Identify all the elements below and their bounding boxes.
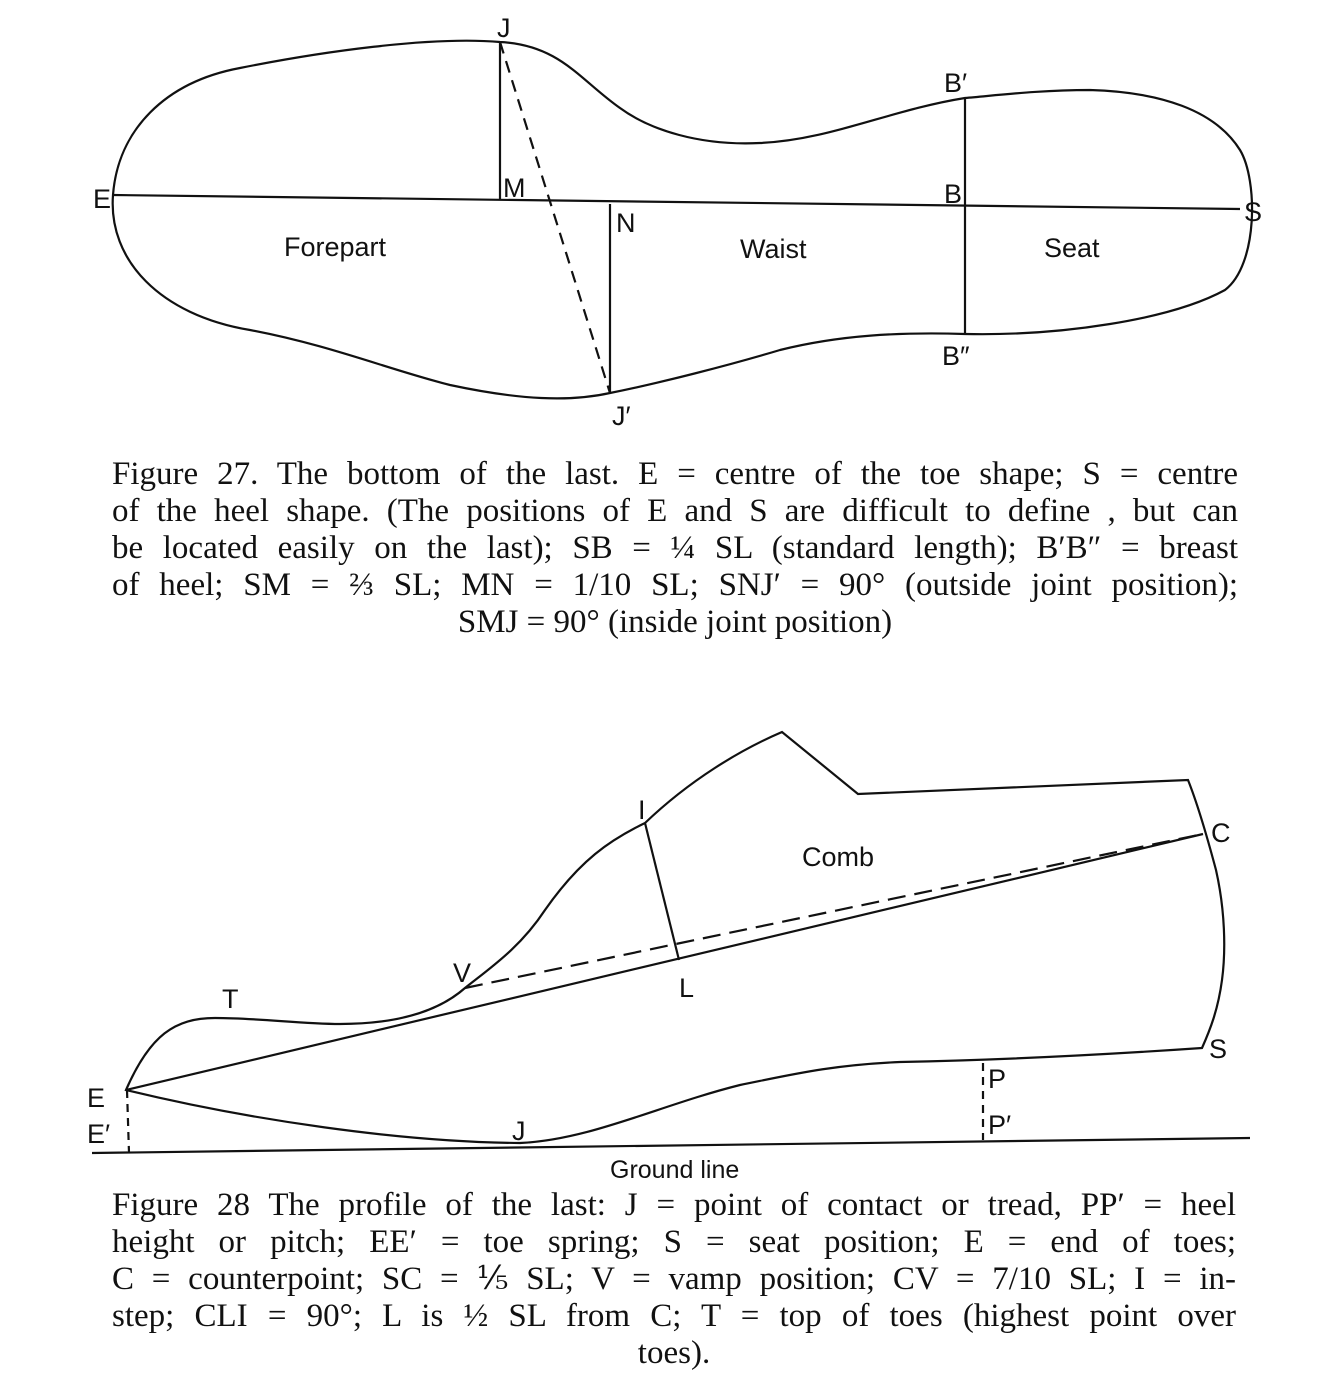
dashed-line-J-J-prime [500, 42, 610, 393]
label-V: V [453, 958, 472, 988]
caption-line: be located easily on the last); SB = ¼ SL (standard length); B′B″ = breast [112, 530, 1238, 566]
caption-line: height or pitch; EE′ = toe spring; S = seat position; E = end of toes; [112, 1224, 1236, 1260]
label-B: B [944, 179, 963, 209]
label-comb: Comb [802, 842, 875, 872]
caption-line: Figure 27. The bottom of the last. E = centre of the toe shape; S = centre [112, 456, 1238, 492]
line-I-L [645, 823, 679, 960]
caption-line: C = counterpoint; SC = ⅕ SL; V = vamp position; CV = 7/10 SL; I = in- [112, 1261, 1236, 1297]
label-I: I [638, 795, 646, 825]
centre-line-E-S [113, 195, 1240, 209]
caption-line: of the heel shape. (The positions of E and S are difficult to define , but can [112, 493, 1238, 529]
label-E-prime: E′ [87, 1119, 111, 1149]
ground-line [92, 1138, 1250, 1153]
label-forepart: Forepart [284, 232, 387, 262]
caption-line: Figure 28 The profile of the last: J = point of contact or tread, PP′ = heel [112, 1187, 1236, 1223]
label-P-prime: P′ [988, 1110, 1012, 1140]
label-S: S [1244, 197, 1263, 227]
figure-27-labels [93, 13, 1262, 431]
last-profile-outline [126, 732, 1224, 1143]
label-B-prime: B′ [944, 68, 968, 98]
caption-line: SMJ = 90° (inside joint position) [457, 604, 893, 640]
label-seat: Seat [1044, 233, 1100, 263]
figure-28-labels [87, 795, 1231, 1184]
label-waist: Waist [740, 234, 807, 264]
label-J: J [497, 13, 511, 43]
label-S: S [1209, 1034, 1228, 1064]
caption-line: of heel; SM = ⅔ SL; MN = 1/10 SL; SNJ′ = 90° (outside joint position); [112, 567, 1238, 603]
figure-27-caption [112, 456, 1238, 641]
label-J: J [512, 1116, 526, 1146]
label-J-prime: J′ [612, 401, 631, 431]
label-N: N [616, 208, 636, 238]
label-B-double-prime: B″ [942, 341, 970, 371]
label-ground-line: Ground line [610, 1156, 740, 1184]
label-M: M [503, 173, 526, 203]
label-L: L [679, 973, 695, 1003]
label-E: E [87, 1083, 106, 1113]
figure-28-drawing [92, 732, 1250, 1153]
caption-line: step; CLI = 90°; L is ½ SL from C; T = top of toes (highest point over [112, 1298, 1236, 1334]
figure-27-drawing [113, 41, 1252, 399]
line-E-C [126, 834, 1203, 1090]
label-E: E [93, 184, 112, 214]
sole-outline [113, 41, 1252, 399]
label-C: C [1211, 818, 1231, 848]
figure-28-caption [112, 1187, 1236, 1372]
label-P: P [988, 1064, 1007, 1094]
caption-line: toes). [637, 1335, 711, 1371]
label-T: T [222, 984, 239, 1014]
dashed-line-E-E-prime [127, 1090, 129, 1153]
